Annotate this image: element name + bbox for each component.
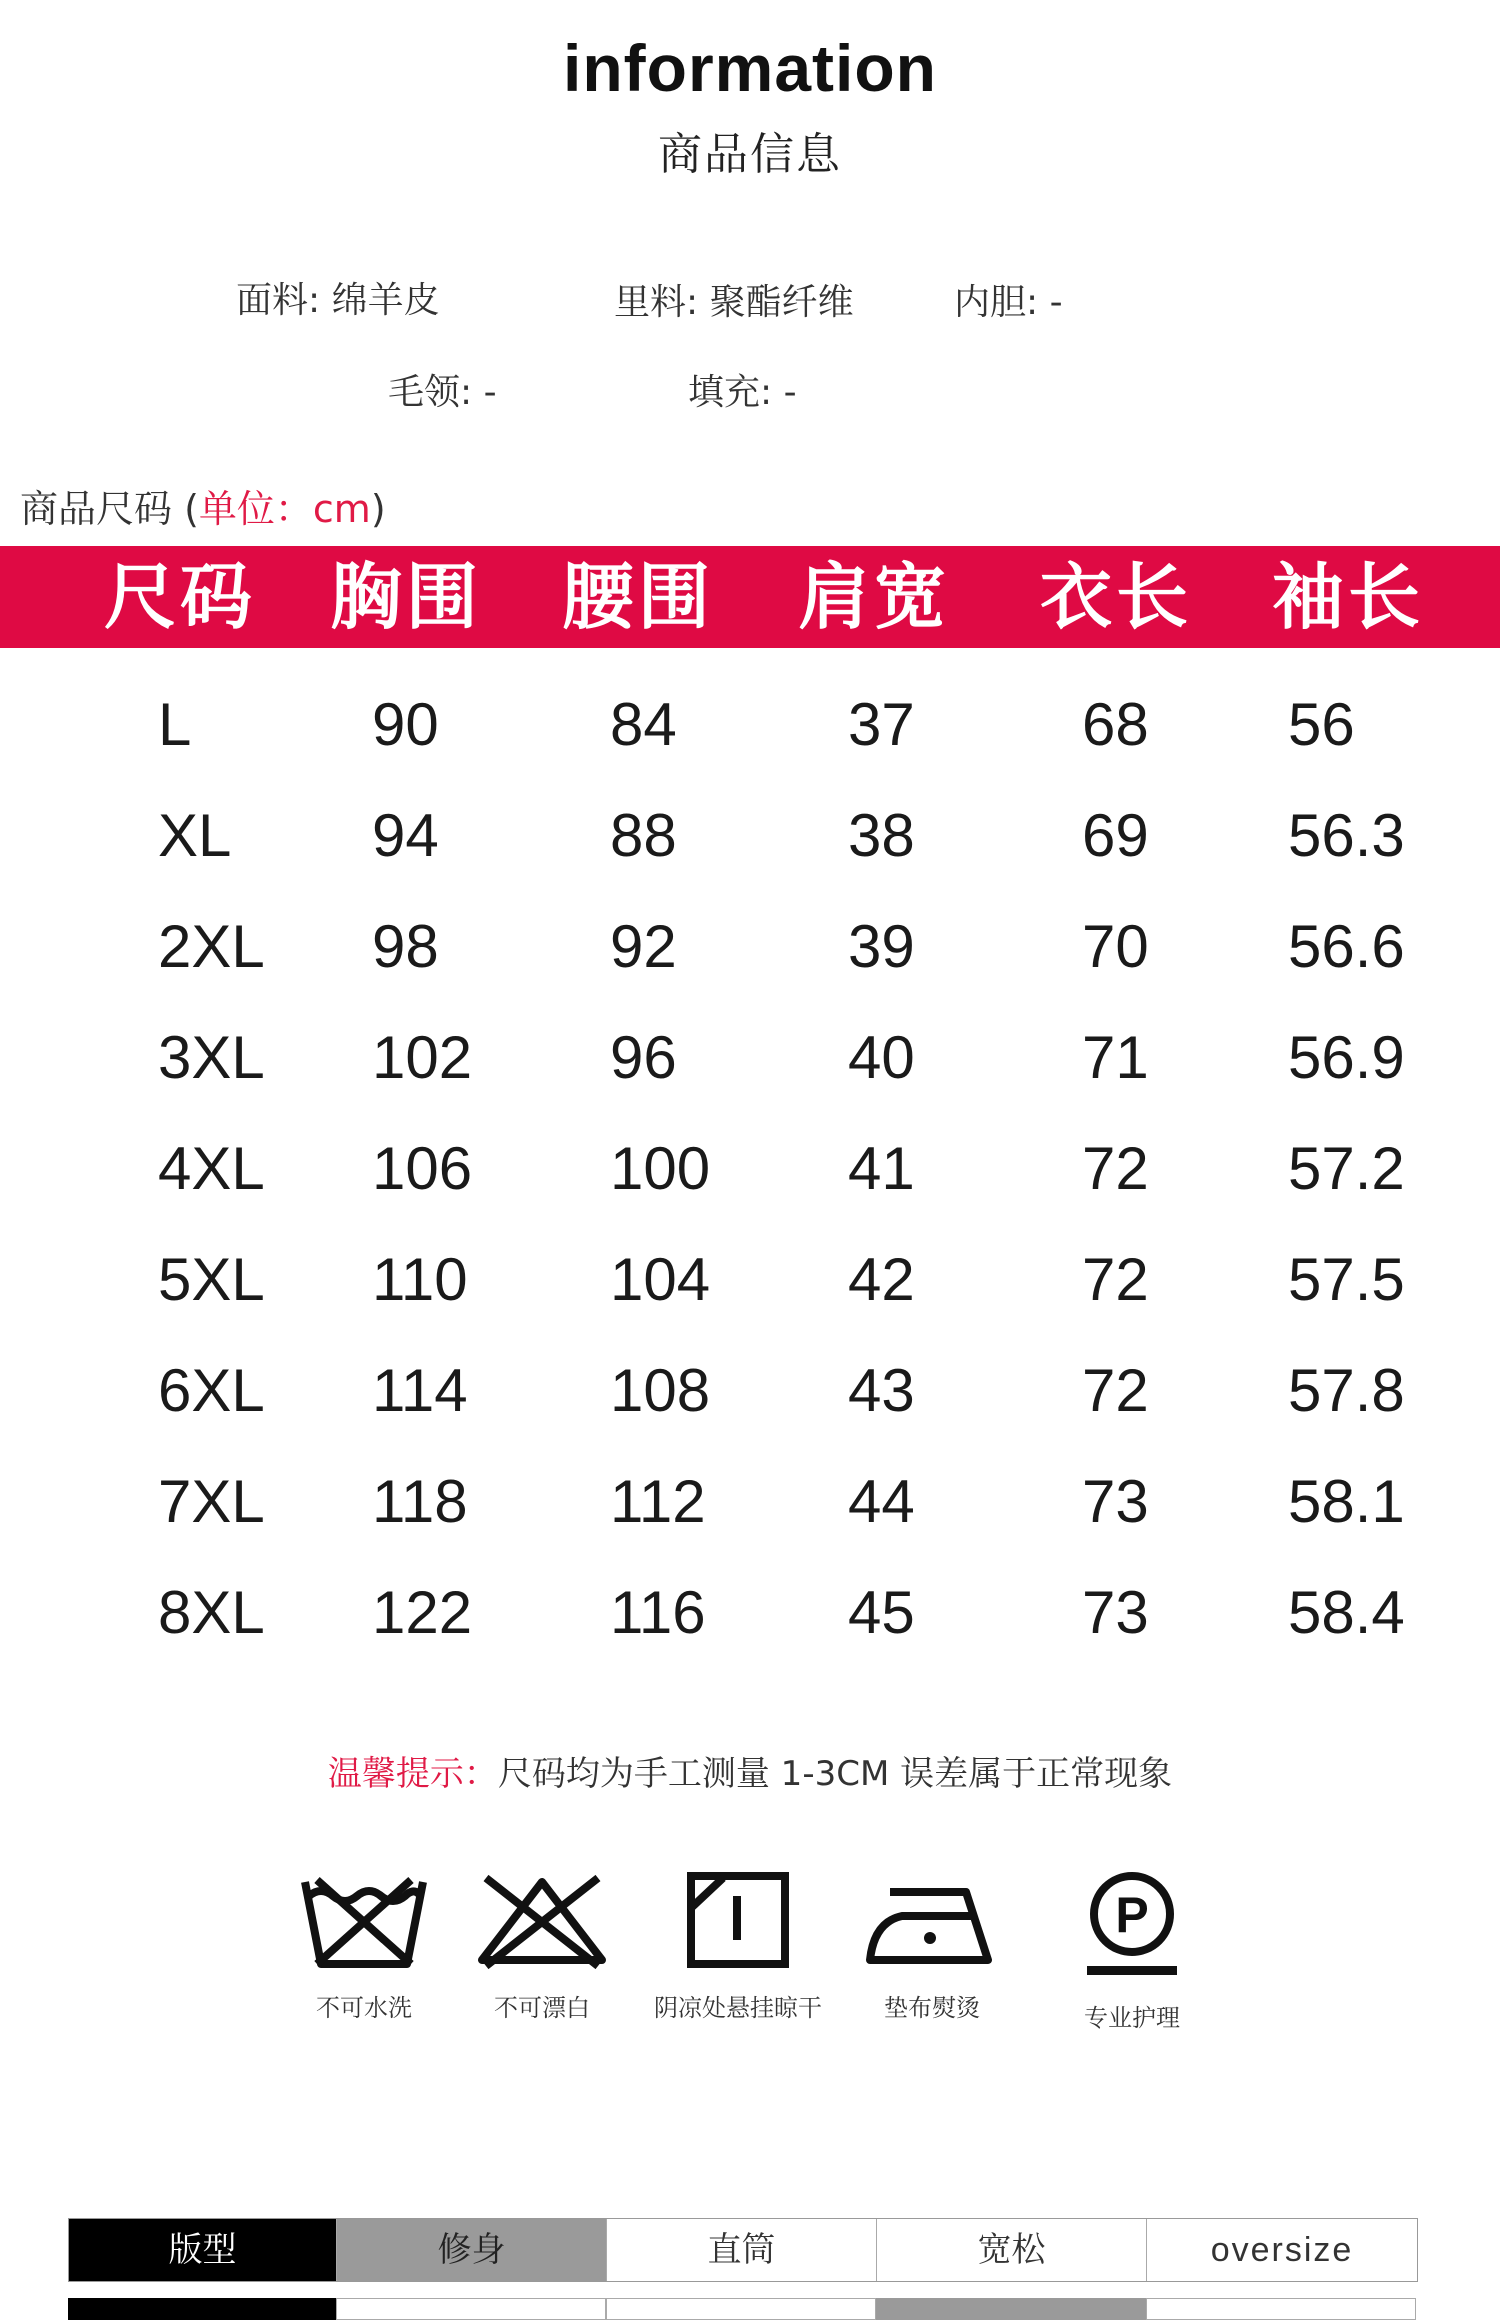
cell-size: 2XL [158, 913, 265, 980]
care-professional [1032, 1870, 1232, 2033]
cell-chest: 90 [372, 691, 439, 758]
fit-option-slim: 修身 [337, 2219, 607, 2281]
cell-length: 73 [1082, 1468, 1149, 1535]
cell-length: 69 [1082, 802, 1149, 869]
cell-shoulder: 39 [848, 913, 915, 980]
cell-shoulder: 43 [848, 1357, 915, 1424]
cell-chest: 94 [372, 802, 439, 869]
cell-chest: 98 [372, 913, 439, 980]
cell-sleeve: 58.4 [1288, 1579, 1405, 1646]
cell-waist: 100 [610, 1135, 711, 1202]
cell-waist: 84 [610, 691, 677, 758]
fit-label: 版型 [69, 2219, 337, 2281]
next-bar-cell [336, 2298, 606, 2320]
cell-shoulder: 41 [848, 1135, 915, 1202]
cell-size: 8XL [158, 1579, 265, 1646]
cell-size: 5XL [158, 1246, 265, 1313]
next-bar-cell [606, 2298, 876, 2320]
cell-size: 7XL [158, 1468, 265, 1535]
header-shoulder: 肩宽 [798, 555, 951, 639]
header-length: 衣长 [1040, 555, 1193, 639]
cell-waist: 96 [610, 1024, 677, 1091]
no-wash-icon [299, 1870, 429, 1970]
cell-sleeve: 57.2 [1288, 1135, 1405, 1202]
tip-label: 温馨提示： [327, 1754, 498, 1794]
header-waist: 腰围 [562, 555, 715, 639]
cell-sleeve: 56.6 [1288, 913, 1405, 980]
professional-clean-icon [1077, 1870, 1187, 1980]
cell-chest: 122 [372, 1579, 473, 1646]
cell-sleeve: 56 [1288, 691, 1355, 758]
next-bar-black-cell [68, 2298, 336, 2320]
no-bleach-icon [472, 1870, 612, 1970]
cell-sleeve: 57.8 [1288, 1357, 1405, 1424]
care-no-wash [264, 1870, 464, 2023]
info-filling: 填充: - [688, 372, 797, 413]
cell-sleeve: 58.1 [1288, 1468, 1405, 1535]
info-fabric: 面料: 绵羊皮 [236, 280, 440, 321]
header-chest: 胸围 [330, 555, 483, 639]
cell-size: XL [158, 802, 232, 869]
fit-type-bar [68, 2218, 1418, 2282]
cell-sleeve: 56.3 [1288, 802, 1405, 869]
care-iron [832, 1870, 1032, 2023]
size-table-header [0, 546, 1500, 648]
cell-size: 3XL [158, 1024, 265, 1091]
cell-length: 70 [1082, 913, 1149, 980]
cell-chest: 106 [372, 1135, 473, 1202]
fit-option-oversize: oversize [1210, 2231, 1354, 2269]
fit-option-straight: 直筒 [607, 2219, 877, 2281]
cell-chest: 102 [372, 1024, 473, 1091]
cell-length: 71 [1082, 1024, 1149, 1091]
cell-length: 72 [1082, 1246, 1149, 1313]
cell-length: 72 [1082, 1135, 1149, 1202]
care-label: 垫布熨烫 [884, 1994, 980, 2022]
cell-length: 72 [1082, 1357, 1149, 1424]
care-label: 阴凉处悬挂晾干 [654, 1994, 822, 2022]
cell-sleeve: 56.9 [1288, 1024, 1405, 1091]
info-collar: 毛领: - [388, 372, 497, 413]
iron-with-cloth-icon [862, 1870, 1002, 1970]
cell-shoulder: 38 [848, 802, 915, 869]
fit-type-bar-next [68, 2298, 1416, 2320]
cell-sleeve: 57.5 [1288, 1246, 1405, 1313]
cell-waist: 88 [610, 802, 677, 869]
measurement-tip [0, 1746, 1500, 1795]
cell-waist: 104 [610, 1246, 711, 1313]
cell-shoulder: 44 [848, 1468, 915, 1535]
next-bar-cell [1146, 2298, 1416, 2320]
header-sleeve: 袖长 [1272, 555, 1425, 639]
care-label: 不可漂白 [494, 1994, 590, 2022]
care-line-dry [638, 1870, 838, 2023]
info-inner: 内胆: - [954, 282, 1063, 323]
next-bar-grey-cell [876, 2298, 1146, 2320]
cell-length: 73 [1082, 1579, 1149, 1646]
cell-size: L [158, 691, 192, 758]
size-section-label [20, 478, 386, 533]
cell-waist: 92 [610, 913, 677, 980]
info-lining: 里料: 聚酯纤维 [614, 282, 854, 323]
cell-size: 4XL [158, 1135, 265, 1202]
cell-shoulder: 40 [848, 1024, 915, 1091]
cell-waist: 108 [610, 1357, 711, 1424]
cell-shoulder: 42 [848, 1246, 915, 1313]
page-subtitle: 商品信息 [658, 129, 842, 180]
svg-text:P: P [1115, 1887, 1149, 1943]
size-label-prefix: 商品尺码 ( [20, 487, 199, 531]
care-label: 不可水洗 [316, 1994, 412, 2022]
cell-length: 68 [1082, 691, 1149, 758]
fit-option-loose: 宽松 [877, 2219, 1147, 2281]
line-dry-shade-icon [683, 1870, 793, 1970]
header-size: 尺码 [104, 555, 257, 639]
cell-shoulder: 45 [848, 1579, 915, 1646]
cell-chest: 118 [372, 1468, 468, 1535]
page-title: information [563, 31, 937, 105]
cell-chest: 110 [372, 1246, 468, 1313]
cell-size: 6XL [158, 1357, 265, 1424]
cell-waist: 116 [610, 1579, 706, 1646]
size-label-suffix: ) [370, 487, 386, 531]
cell-shoulder: 37 [848, 691, 915, 758]
tip-text: 尺码均为手工测量 1-3CM 误差属于正常现象 [497, 1754, 1173, 1794]
cell-chest: 114 [372, 1357, 468, 1424]
care-label: 专业护理 [1084, 2004, 1180, 2032]
size-label-unit: 单位：cm [198, 487, 371, 531]
care-no-bleach [442, 1870, 642, 2023]
cell-waist: 112 [610, 1468, 706, 1535]
